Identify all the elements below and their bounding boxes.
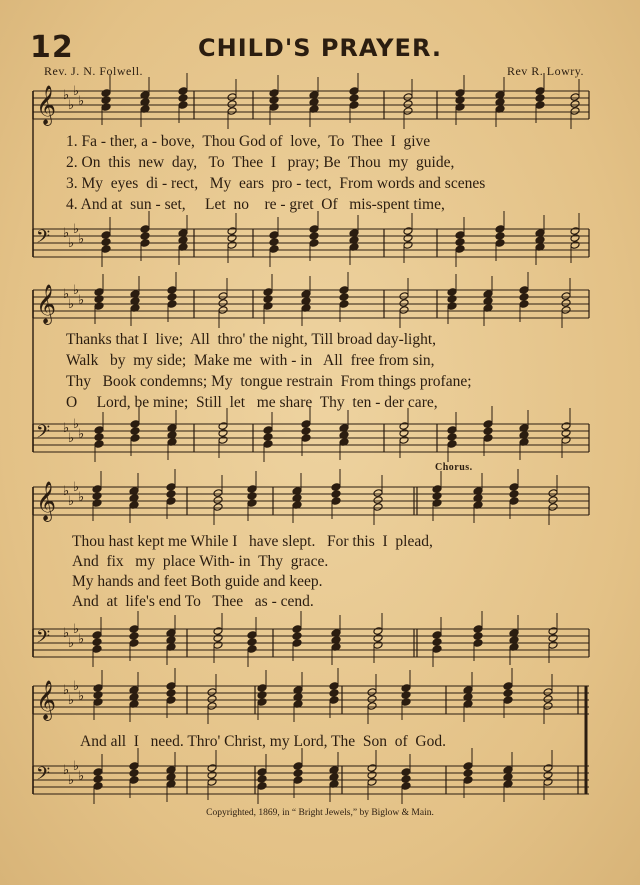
note-head: [247, 499, 257, 508]
note-head: [403, 234, 413, 243]
page-number: 12: [30, 30, 74, 65]
note-head: [455, 96, 465, 105]
note-head: [509, 483, 519, 492]
flat-icon: ♭: [63, 683, 70, 698]
note-head: [548, 627, 558, 636]
note-head: [92, 638, 102, 647]
bass-clef-icon: 𝄢: [36, 227, 51, 252]
note-head: [101, 96, 111, 105]
note-head: [561, 422, 571, 431]
note-head: [403, 107, 413, 116]
note-head: [548, 641, 558, 650]
bass-clef-icon: 𝄢: [36, 764, 51, 789]
note-head: [543, 702, 553, 711]
flat-icon: ♭: [73, 759, 80, 774]
flat-icon: ♭: [68, 773, 75, 788]
note-head: [140, 225, 150, 234]
note-head: [227, 241, 237, 250]
note-head: [349, 87, 359, 96]
note-head: [101, 245, 111, 254]
note-head: [207, 764, 217, 773]
note-head: [247, 638, 257, 647]
verse-line: Thy Book condemns; My tongue restrain From things profane;: [66, 373, 472, 390]
note-head: [561, 429, 571, 438]
flat-icon: ♭: [63, 763, 70, 778]
note-head: [293, 762, 303, 771]
note-head: [399, 306, 409, 315]
note-head: [349, 101, 359, 110]
note-head: [403, 241, 413, 250]
note-head: [503, 689, 513, 698]
flat-icon: ♭: [68, 431, 75, 446]
note-head: [570, 227, 580, 236]
note-head: [447, 440, 457, 449]
note-head: [447, 302, 457, 311]
note-head: [535, 94, 545, 103]
note-head: [93, 684, 103, 693]
note-head: [93, 775, 103, 784]
note-head: [130, 434, 140, 443]
flat-icon: ♭: [78, 769, 85, 784]
note-head: [247, 631, 257, 640]
flat-icon: ♭: [63, 626, 70, 641]
note-head: [373, 641, 383, 650]
note-head: [463, 776, 473, 785]
note-head: [129, 625, 139, 634]
note-head: [257, 782, 267, 791]
note-head: [373, 634, 383, 643]
note-head: [269, 245, 279, 254]
verse-line: 1. Fa - ther, a - bove, Thou God of love, To Thee I give: [66, 133, 431, 150]
flat-icon: ♭: [68, 297, 75, 312]
note-head: [129, 632, 139, 641]
note-head: [101, 231, 111, 240]
note-head: [373, 627, 383, 636]
flat-icon: ♭: [63, 421, 70, 436]
note-head: [218, 436, 228, 445]
note-head: [339, 300, 349, 309]
note-head: [309, 239, 319, 248]
note-head: [401, 698, 411, 707]
note-head: [166, 696, 176, 705]
note-head: [309, 232, 319, 241]
note-head: [570, 107, 580, 116]
note-head: [269, 231, 279, 240]
bass-clef-icon: 𝄢: [36, 627, 51, 652]
note-head: [257, 768, 267, 777]
note-head: [207, 688, 217, 697]
note-head: [519, 286, 529, 295]
note-head: [401, 691, 411, 700]
note-head: [269, 238, 279, 247]
note-head: [247, 492, 257, 501]
note-head: [367, 688, 377, 697]
note-head: [399, 422, 409, 431]
note-head: [367, 695, 377, 704]
verse-line: 2. On this new day, To Thee I pray; Be Thou my guide,: [66, 154, 455, 171]
flat-icon: ♭: [68, 236, 75, 251]
note-head: [269, 89, 279, 98]
note-head: [373, 489, 383, 498]
note-head: [94, 302, 104, 311]
note-head: [263, 440, 273, 449]
note-head: [399, 429, 409, 438]
note-head: [167, 286, 177, 295]
bass-clef-icon: 𝄢: [36, 422, 51, 447]
note-head: [399, 436, 409, 445]
note-head: [367, 764, 377, 773]
flat-icon: ♭: [63, 88, 70, 103]
flat-icon: ♭: [63, 484, 70, 499]
note-head: [543, 688, 553, 697]
note-head: [293, 776, 303, 785]
note-head: [329, 682, 339, 691]
note-head: [263, 302, 273, 311]
note-head: [349, 94, 359, 103]
note-head: [178, 87, 188, 96]
note-head: [213, 627, 223, 636]
note-head: [495, 225, 505, 234]
note-head: [543, 778, 553, 787]
note-head: [101, 103, 111, 112]
note-head: [207, 771, 217, 780]
note-head: [207, 702, 217, 711]
note-head: [509, 490, 519, 499]
flat-icon: ♭: [73, 222, 80, 237]
note-head: [561, 299, 571, 308]
note-head: [227, 93, 237, 102]
note-head: [473, 639, 483, 648]
note-head: [329, 689, 339, 698]
flat-icon: ♭: [68, 636, 75, 651]
flat-icon: ♭: [68, 494, 75, 509]
note-head: [367, 702, 377, 711]
note-head: [561, 306, 571, 315]
note-head: [432, 645, 442, 654]
note-head: [213, 496, 223, 505]
note-head: [129, 639, 139, 648]
note-head: [92, 631, 102, 640]
treble-clef-icon: 𝄞: [36, 680, 57, 720]
note-head: [207, 695, 217, 704]
flat-icon: ♭: [78, 293, 85, 308]
note-head: [213, 634, 223, 643]
flat-icon: ♭: [63, 287, 70, 302]
note-head: [227, 107, 237, 116]
note-head: [247, 645, 257, 654]
flat-icon: ♭: [73, 283, 80, 298]
note-head: [548, 489, 558, 498]
note-head: [401, 684, 411, 693]
note-head: [331, 490, 341, 499]
note-head: [92, 485, 102, 494]
note-head: [495, 239, 505, 248]
verse-line: 3. My eyes di - rect, My ears pro - tect, From words and scenes: [66, 175, 486, 192]
note-head: [403, 93, 413, 102]
note-head: [263, 288, 273, 297]
note-head: [455, 231, 465, 240]
flat-icon: ♭: [73, 417, 80, 432]
note-head: [94, 440, 104, 449]
note-head: [178, 94, 188, 103]
chorus-label: Chorus.: [435, 462, 473, 473]
flat-icon: ♭: [68, 693, 75, 708]
note-head: [447, 295, 457, 304]
verse-line: My hands and feet Both guide and keep.: [72, 573, 323, 590]
note-head: [432, 631, 442, 640]
note-head: [167, 300, 177, 309]
note-head: [140, 232, 150, 241]
note-head: [483, 434, 493, 443]
note-head: [447, 433, 457, 442]
note-head: [140, 239, 150, 248]
note-head: [447, 288, 457, 297]
note-head: [519, 300, 529, 309]
note-head: [503, 696, 513, 705]
note-head: [166, 483, 176, 492]
note-head: [178, 101, 188, 110]
verse-line: And fix my place With- in Thy grace.: [72, 553, 329, 570]
verse-line: Walk by my side; Make me with - in All free from sin,: [66, 352, 435, 369]
note-head: [473, 625, 483, 634]
note-head: [403, 227, 413, 236]
note-head: [432, 492, 442, 501]
note-head: [207, 778, 217, 787]
flat-icon: ♭: [78, 427, 85, 442]
note-head: [93, 691, 103, 700]
treble-clef-icon: 𝄞: [36, 284, 57, 324]
note-head: [401, 768, 411, 777]
note-head: [130, 427, 140, 436]
note-head: [166, 682, 176, 691]
note-head: [101, 89, 111, 98]
flat-icon: ♭: [78, 689, 85, 704]
flat-icon: ♭: [78, 94, 85, 109]
note-head: [503, 682, 513, 691]
verse-line: O Lord, be mine; Still let me share Thy ten - der care,: [66, 394, 438, 411]
note-head: [92, 499, 102, 508]
note-head: [94, 433, 104, 442]
note-head: [218, 429, 228, 438]
note-head: [483, 427, 493, 436]
note-head: [309, 225, 319, 234]
note-head: [373, 503, 383, 512]
note-head: [519, 293, 529, 302]
note-head: [432, 499, 442, 508]
verse-line: And all I need. Thro' Christ, my Lord, The Son of God.: [80, 733, 446, 750]
note-head: [166, 490, 176, 499]
note-head: [535, 101, 545, 110]
note-head: [93, 698, 103, 707]
note-head: [463, 769, 473, 778]
note-head: [543, 764, 553, 773]
note-head: [432, 638, 442, 647]
verse-line: Thanks that I live; All thro' the night, Till broad day-light,: [66, 331, 437, 348]
composer-credit: Rev R. Lowry.: [506, 64, 584, 78]
flat-icon: ♭: [73, 480, 80, 495]
note-head: [399, 299, 409, 308]
note-head: [167, 293, 177, 302]
note-head: [263, 433, 273, 442]
note-head: [257, 691, 267, 700]
note-head: [129, 776, 139, 785]
note-head: [401, 782, 411, 791]
flat-icon: ♭: [78, 490, 85, 505]
note-head: [213, 641, 223, 650]
copyright-notice: Copyrighted, 1869, in “ Bright Jewels,” by Biglow & Main.: [206, 808, 434, 818]
flat-icon: ♭: [73, 622, 80, 637]
lyricist-credit: Rev. J. N. Folwell.: [44, 64, 144, 78]
note-head: [329, 696, 339, 705]
note-head: [447, 426, 457, 435]
note-head: [463, 762, 473, 771]
note-head: [166, 689, 176, 698]
note-head: [101, 238, 111, 247]
note-head: [367, 771, 377, 780]
note-head: [548, 496, 558, 505]
note-head: [292, 625, 302, 634]
note-head: [218, 299, 228, 308]
note-head: [293, 769, 303, 778]
note-head: [213, 503, 223, 512]
flat-icon: ♭: [73, 84, 80, 99]
treble-clef-icon: 𝄞: [36, 481, 57, 521]
note-head: [570, 234, 580, 243]
note-head: [509, 497, 519, 506]
note-head: [269, 96, 279, 105]
note-head: [93, 782, 103, 791]
flat-icon: ♭: [73, 679, 80, 694]
note-head: [455, 238, 465, 247]
treble-clef-icon: 𝄞: [36, 85, 57, 125]
note-head: [92, 492, 102, 501]
note-head: [257, 698, 267, 707]
note-head: [570, 241, 580, 250]
note-head: [473, 632, 483, 641]
note-head: [535, 87, 545, 96]
note-head: [455, 103, 465, 112]
note-head: [263, 295, 273, 304]
note-head: [455, 245, 465, 254]
note-head: [227, 227, 237, 236]
note-head: [561, 436, 571, 445]
note-head: [301, 420, 311, 429]
note-head: [94, 295, 104, 304]
note-head: [455, 89, 465, 98]
note-head: [339, 286, 349, 295]
verse-line: And at life's end To Thee as - cend.: [72, 593, 314, 610]
note-head: [543, 771, 553, 780]
note-head: [543, 695, 553, 704]
note-head: [339, 293, 349, 302]
note-head: [292, 632, 302, 641]
note-head: [218, 292, 228, 301]
note-head: [129, 769, 139, 778]
note-head: [403, 100, 413, 109]
flat-icon: ♭: [78, 632, 85, 647]
note-head: [292, 639, 302, 648]
note-head: [483, 420, 493, 429]
note-head: [92, 645, 102, 654]
note-head: [166, 497, 176, 506]
flat-icon: ♭: [63, 226, 70, 241]
note-head: [373, 496, 383, 505]
note-head: [432, 485, 442, 494]
note-head: [129, 762, 139, 771]
note-head: [257, 684, 267, 693]
hymn-title: CHILD'S PRAYER.: [198, 34, 442, 62]
note-head: [94, 426, 104, 435]
note-head: [227, 234, 237, 243]
note-head: [218, 422, 228, 431]
note-head: [301, 427, 311, 436]
note-head: [257, 775, 267, 784]
note-head: [213, 489, 223, 498]
flat-icon: ♭: [68, 98, 75, 113]
note-head: [401, 775, 411, 784]
note-head: [94, 288, 104, 297]
note-head: [269, 103, 279, 112]
note-head: [247, 485, 257, 494]
note-head: [331, 483, 341, 492]
verse-line: 4. And at sun - set, Let no re - gret Of mis-spent time,: [66, 196, 445, 213]
note-head: [218, 306, 228, 315]
note-head: [301, 434, 311, 443]
note-head: [570, 100, 580, 109]
note-head: [93, 768, 103, 777]
note-head: [495, 232, 505, 241]
verse-line: Thou hast kept me While I have slept. For this I plead,: [72, 533, 433, 550]
note-head: [548, 503, 558, 512]
note-head: [367, 778, 377, 787]
note-head: [570, 93, 580, 102]
note-head: [561, 292, 571, 301]
note-head: [130, 420, 140, 429]
flat-icon: ♭: [78, 232, 85, 247]
note-head: [399, 292, 409, 301]
note-head: [548, 634, 558, 643]
note-head: [263, 426, 273, 435]
note-head: [227, 100, 237, 109]
note-head: [331, 497, 341, 506]
